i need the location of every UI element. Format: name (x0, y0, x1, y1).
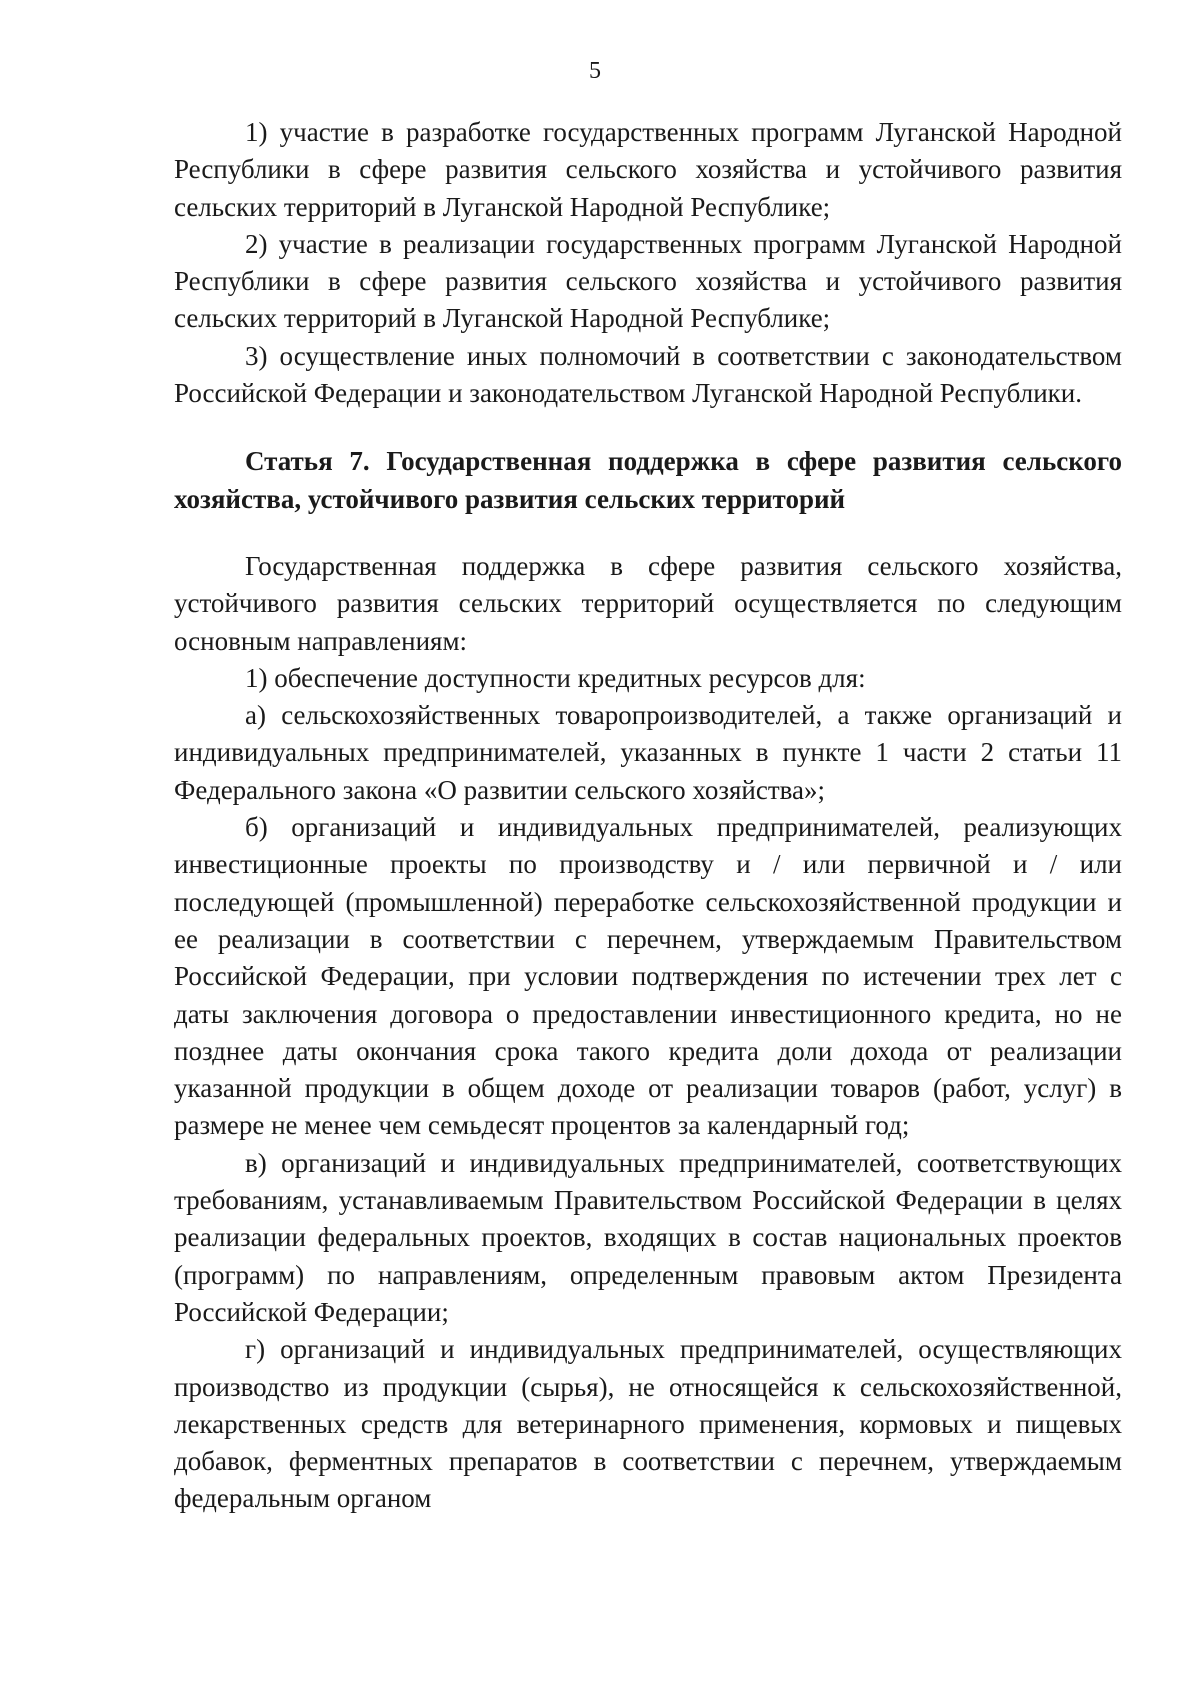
page-number: 5 (589, 58, 601, 84)
paragraph-subitem-a: а) сельскохозяйственных товаропроизводителей, а также организаций и индивидуальных предпринимателей, указанных в пункте 1 части 2 статьи 11 Федерального закона «О развитии сельского хозяйства»; (174, 700, 1122, 805)
paragraph-subitem-b: б) организаций и индивидуальных предпринимателей, реализующих инвестиционные проекты по производству и / или первичной и / или последующей (промышленной) переработке сельскохозяйственной продукции и ее реализации в соответствии с перечнем, утверждаемым Правительством Российской Федерации, при условии подтверждения по истечении трех лет с даты заключения договора о предоставлении инвестиционного кредита, но не позднее даты окончания срока такого кредита доли дохода от реализации указанной продукции в общем доходе от реализации товаров (работ, услуг) в размере не менее чем семьдесят процентов за календарный год; (174, 812, 1122, 1141)
article-intro-paragraph: Государственная поддержка в сфере развития сельского хозяйства, устойчивого развития сельских территорий осуществляется по следующим основным направлениям: (174, 550, 1122, 656)
paragraph-item-2: 2) участие в реализации государственных программ Луганской Народной Республики в сфере развития сельского хозяйства и устойчивого развития сельских территорий в Луганской Народной Республике; (174, 228, 1122, 334)
paragraph-subitem-g: г) организаций и индивидуальных предпринимателей, осуществляющих производство из продукции (сырья), не относящейся к сельскохозяйственной, лекарственных средств для ветеринарного применения, кормовых и пищевых добавок, ферментных препаратов в соответствии с перечнем, утверждаемым федеральным органом (174, 1334, 1122, 1514)
paragraph-subitem-v: в) организаций и индивидуальных предпринимателей, соответствующих требованиям, устанавливаемым Правительством Российской Федерации в целях реализации федеральных проектов, входящих в состав национальных проектов (программ) по направлениям, определенным правовым актом Президента Российской Федерации; (174, 1147, 1122, 1327)
article-heading: Статья 7. Государственная поддержка в сфере развития сельского хозяйства, устойчивого развития сельских территорий (174, 446, 1122, 514)
paragraph-item-1: 1) участие в разработке государственных программ Луганской Народной Республики в сфере развития сельского хозяйства и устойчивого развития сельских территорий в Луганской Народной Республике; (174, 117, 1122, 222)
document-body (174, 114, 1122, 1518)
paragraph-item-3: 3) осуществление иных полномочий в соответствии с законодательством Российской Федерации и законодательством Луганской Народной Республики. (174, 340, 1122, 409)
paragraph-item-credit-resources: 1) обеспечение доступности кредитных ресурсов для: (245, 662, 866, 693)
